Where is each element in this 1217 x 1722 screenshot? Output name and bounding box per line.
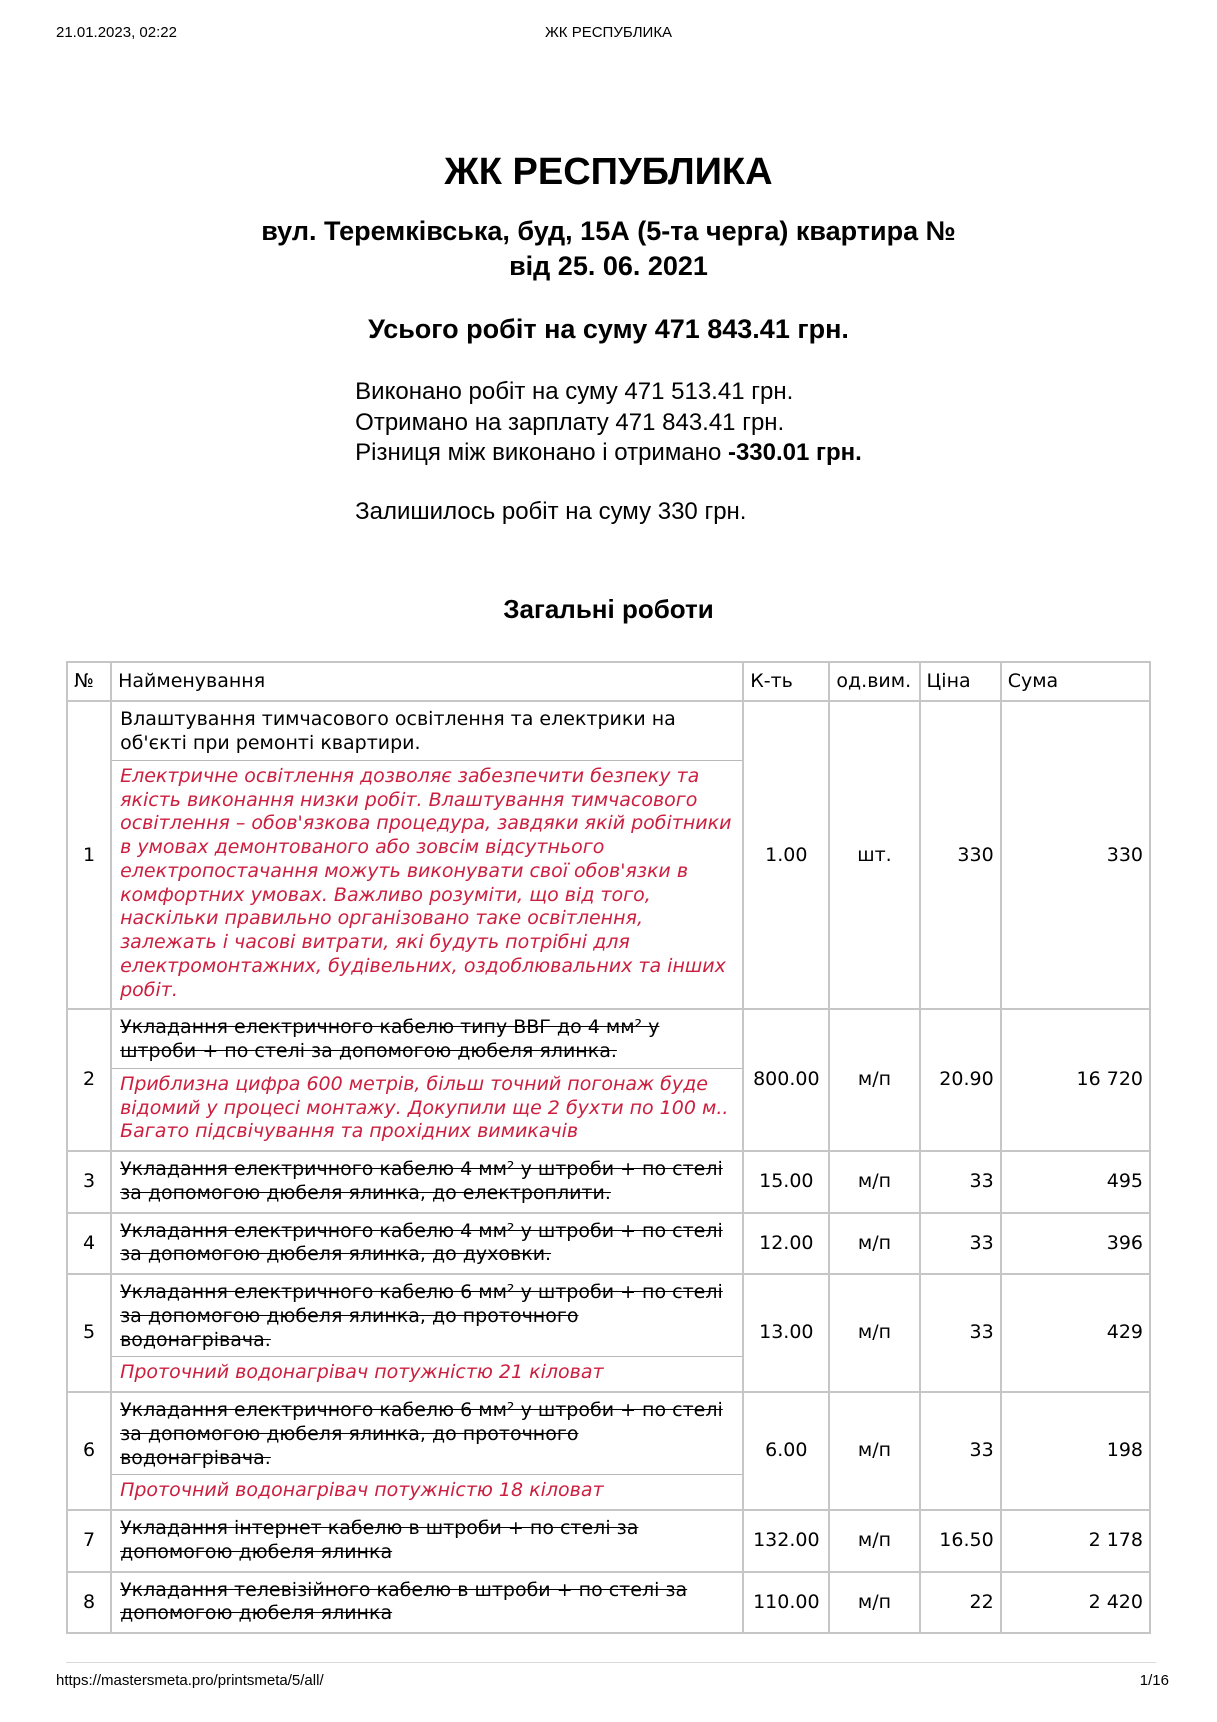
table-row [67,1274,1150,1392]
summary-difference-line: Різниця між виконано і отримано -330.01 грн. [355,439,862,467]
row-unit: м/п [829,1392,919,1510]
works-table-body [67,701,1150,1633]
row-name-cell [111,1392,743,1510]
row-name: Укладання електричного кабелю 4 мм² у штроби + по стелі за допомогою дюбеля ялинка, до електроплити. [120,1158,723,1204]
summary-done-line: Виконано робіт на суму 471 513.41 грн. [355,377,794,405]
row-unit: м/п [829,1510,919,1572]
footer-divider [66,1662,1156,1663]
column-header-name: Найменування [111,662,743,702]
row-name: Укладання електричного кабелю 6 мм² у штроби + по стелі за допомогою дюбеля ялинка, до проточного водонагрівача. [120,1399,723,1469]
difference-value: -330.01 грн. [727,439,862,467]
column-header-price: Ціна [920,662,1001,702]
row-unit: м/п [829,1572,919,1634]
row-quantity: 110.00 [743,1572,829,1634]
row-sum: 2 420 [1001,1572,1150,1634]
table-row [67,701,1150,1009]
row-price: 33 [920,1213,1001,1275]
row-name-cell [111,1510,743,1572]
row-quantity: 800.00 [743,1009,829,1151]
row-name: Укладання електричного кабелю 4 мм² у штроби + по стелі за допомогою дюбеля ялинка, до духовки. [120,1219,723,1266]
row-unit: м/п [829,1274,919,1392]
row-quantity: 15.00 [743,1151,829,1213]
row-quantity: 6.00 [743,1392,829,1510]
row-sum: 330 [1001,701,1150,1009]
row-name: Укладання електричного кабелю 6 мм² у штроби + по стелі за допомогою дюбеля ялинка, до проточного водонагрівача. [120,1281,723,1351]
row-name-cell [111,1572,743,1634]
row-unit: м/п [829,1151,919,1213]
document-body [66,0,1151,1634]
row-price: 33 [920,1274,1001,1392]
row-sum: 198 [1001,1392,1150,1510]
row-name: Укладання електричного кабелю типу ВВГ до 4 мм² у штроби + по стелі за допомогою дюбеля ялинка. [120,1016,660,1063]
row-name-cell [111,1274,743,1392]
row-unit: м/п [829,1009,919,1151]
print-datetime: 21.01.2023, 02:22 [56,24,177,41]
footer-url: https://mastersmeta.pro/printsmeta/5/all/ [56,1672,324,1689]
row-name-cell [111,1213,743,1275]
table-row [67,1392,1150,1510]
header-row [67,662,1150,702]
row-quantity: 132.00 [743,1510,829,1572]
row-price: 330 [920,701,1001,1009]
row-sum: 495 [1001,1151,1150,1213]
row-price: 33 [920,1151,1001,1213]
row-name-cell [111,701,743,1009]
row-name: Укладання телевізійного кабелю в штроби + по стелі за допомогою дюбеля ялинка [120,1578,688,1625]
row-number: 7 [67,1510,111,1572]
row-sum: 2 178 [1001,1510,1150,1572]
row-quantity: 12.00 [743,1213,829,1275]
section-heading: Загальні роботи [503,593,714,624]
table-row [67,1151,1150,1213]
row-price: 22 [920,1572,1001,1634]
table-row [67,1213,1150,1275]
summary-remaining-line: Залишилось робіт на суму 330 грн. [355,497,747,525]
summary-block [355,377,862,528]
row-comment: Електричне освітлення дозволяє забезпечити безпеку та якість виконання низки робіт. Влаштування тимчасового освітлення – обов'язкова процедура, завдяки якій робітники в умовах демонтованого або зовсім відсутнього електропостачання можуть виконувати свої обов'язки в комфортних умовах. Важливо розуміти, що від того, наскільки правильно організовано таке освітлення, залежать і часові витрати, які будуть потрібні для електромонтажних, будівельних, оздоблювальних та інших робіт. [112,760,742,1003]
row-price: 20.90 [920,1009,1001,1151]
subtitle-address-line: вул. Теремківська, буд, 15А (5-та черга) квартира № [261,215,956,246]
row-comment: Проточний водонагрівач потужністю 21 кіловат [112,1356,742,1385]
page-title: ЖК РЕСПУБЛИКА [444,151,773,193]
row-number: 2 [67,1009,111,1151]
column-header-sum: Сума [1001,662,1150,702]
row-quantity: 1.00 [743,701,829,1009]
table-row [67,1510,1150,1572]
row-sum: 429 [1001,1274,1150,1392]
print-page-title: ЖК РЕСПУБЛИКА [544,24,673,41]
total-amount-heading: Усього робіт на суму 471 843.41 грн. [368,313,849,344]
table-row [67,1572,1150,1634]
table-row [67,1009,1150,1151]
row-number: 3 [67,1151,111,1213]
row-name-cell [111,1009,743,1151]
works-table [66,661,1151,1635]
row-name: Укладання інтернет кабелю в штроби + по стелі за допомогою дюбеля ялинка [120,1517,639,1563]
row-quantity: 13.00 [743,1274,829,1392]
row-unit: м/п [829,1213,919,1275]
row-sum: 396 [1001,1213,1150,1275]
works-table-header [67,662,1150,702]
column-header-num: № [67,662,111,702]
subtitle-date-line: від 25. 06. 2021 [509,250,708,281]
row-number: 5 [67,1274,111,1392]
footer-page-number: 1/16 [1139,1672,1169,1689]
row-comment: Проточний водонагрівач потужністю 18 кіловат [112,1474,742,1503]
row-unit: шт. [829,701,919,1009]
row-price: 16.50 [920,1510,1001,1572]
row-number: 8 [67,1572,111,1634]
column-header-qty: К-ть [743,662,829,702]
row-name-cell [111,1151,743,1213]
row-comment: Приблизна цифра 600 метрів, більш точний погонаж буде відомий у процесі монтажу. Докупили ще 2 бухти по 100 м.. Багато підсвічування та прохідних вимикачів [112,1068,742,1144]
column-header-unit: од.вим. [829,662,919,702]
print-footer [56,1672,1169,1689]
row-number: 4 [67,1213,111,1275]
row-number: 1 [67,701,111,1009]
document-subtitle [66,214,1151,284]
row-number: 6 [67,1392,111,1510]
row-price: 33 [920,1392,1001,1510]
row-sum: 16 720 [1001,1009,1150,1151]
row-name: Влаштування тимчасового освітлення та електрики на об'єкті при ремонті квартири. [120,708,676,755]
summary-received-line: Отримано на зарплату 471 843.41 грн. [355,408,785,436]
